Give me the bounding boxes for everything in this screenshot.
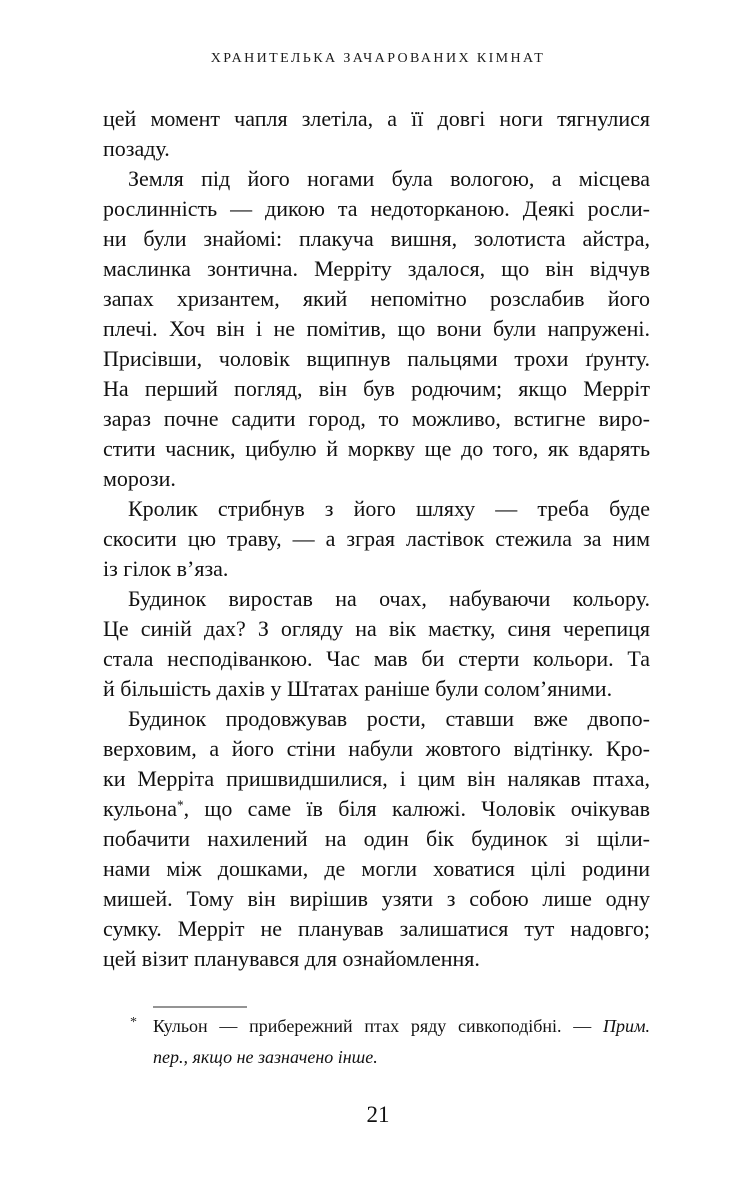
text-line: Кролик стрибнув з його шляху — треба буде <box>128 496 650 521</box>
text-line: із гілок в’яза. <box>103 556 229 581</box>
running-header <box>0 50 756 67</box>
text-line: стала несподіванкою. Час мав би стерти кольори. Та <box>103 646 650 671</box>
footnote-lines <box>153 1011 650 1073</box>
text-line: плечі. Хоч він і не помітив, що вони були напружені. <box>103 316 650 341</box>
footnote-text: Кульон — прибережний птах ряду сивкоподібні. — <box>153 1016 603 1036</box>
text-line: маслинка зонтична. Мерріту здалося, що він відчув <box>103 256 650 281</box>
text-line: й більшість дахів у Штатах раніше були солом’яними. <box>103 676 613 701</box>
text-line: цей момент чапля злетіла, а її довгі ноги тягнулися <box>103 106 650 131</box>
text-line: морози. <box>103 466 176 491</box>
text-line: На перший погляд, він був родючим; якщо Мерріт <box>103 376 650 401</box>
text-line: зараз почне садити город, то можливо, встигне виро- <box>103 406 650 431</box>
text-line: запах хризантем, який непомітно розслабив його <box>103 286 650 311</box>
running-header-title: ХРАНИТЕЛЬКА ЗАЧАРОВАНИХ КІМНАТ <box>210 51 546 66</box>
footnote <box>130 1011 650 1073</box>
footnote-ref-asterisk: * <box>176 797 184 813</box>
text-line: ни були знайомі: плакуча вишня, золотиста айстра, <box>103 226 650 251</box>
text-line: мишей. Тому він вирішив узяти з собою лише одну <box>103 886 650 911</box>
text-line: скосити цю траву, — а зграя ластівок стежила за ним <box>103 526 650 551</box>
text-line: Земля під його ногами була вологою, а місцева <box>128 166 650 191</box>
text-line: Будинок продовжував рости, ставши вже двопо- <box>128 706 650 731</box>
page-number: 21 <box>366 1102 390 1127</box>
text-line: ки Мерріта пришвидшилися, і цим він налякав птаха, <box>103 766 650 791</box>
text-line: Присівши, чоловік вщипнув пальцями трохи ґрунту. <box>103 346 650 371</box>
text-line: стити часник, цибулю й моркву ще до того, як вдарять <box>103 436 650 461</box>
text-line: рослинність — дикою та недоторканою. Деякі росли- <box>103 196 650 221</box>
footnote-text-italic: Прим. <box>603 1016 650 1036</box>
footnote-marker-asterisk: * <box>130 1015 137 1030</box>
text-line: Це синій дах? З огляду на вік маєтку, синя черепиця <box>103 616 650 641</box>
text-line: позаду. <box>103 136 170 161</box>
footnote-text-italic: пер., якщо не зазначено інше. <box>153 1047 378 1067</box>
text-line: сумку. Мерріт не планував залишатися тут надовго; <box>103 916 650 941</box>
text-line: верховим, а його стіни набули жовтого відтінку. Кро- <box>103 736 650 761</box>
footnote-line <box>153 1011 650 1042</box>
body-text <box>103 104 650 974</box>
text-line: нами між дошками, де могли ховатися цілі родини <box>103 856 650 881</box>
text-line: Будинок виростав на очах, набуваючи кольору. <box>128 586 650 611</box>
footnote-line <box>153 1042 650 1073</box>
text-line: побачити нахилений на один бік будинок зі щіли- <box>103 826 650 851</box>
text-line: цей візит планувався для ознайомлення. <box>103 946 480 971</box>
text-line: кульона*, що саме їв біля калюжі. Чоловік очікував <box>103 796 650 821</box>
footnote-rule <box>153 1006 247 1008</box>
